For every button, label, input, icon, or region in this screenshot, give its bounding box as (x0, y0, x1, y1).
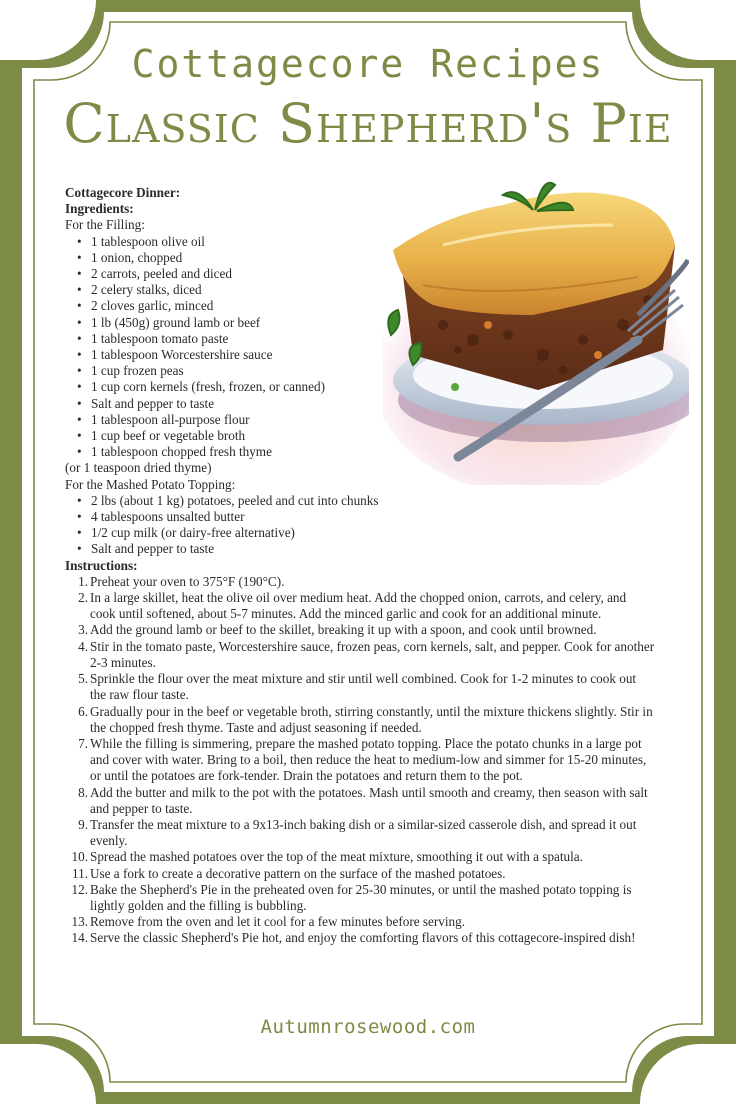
instruction-step: 6. Gradually pour in the beef or vegetable broth, stirring constantly, until the mixture thickens slightly. Stir in the chopped fresh thyme. Taste and adjust seasoning if needed. (78, 703, 653, 735)
list-item: • 1 tablespoon all-purpose flour (77, 412, 655, 428)
list-item: • Salt and pepper to taste (77, 396, 655, 412)
list-item: • 4 tablespoons unsalted butter (77, 509, 655, 525)
instruction-step: 4. Stir in the tomato paste, Worcestershire sauce, frozen peas, corn kernels, salt, and pepper. Cook for another 2-3 minutes. (78, 638, 655, 670)
instruction-step: 11. Use a fork to create a decorative pattern on the surface of the mashed potatoes. (72, 865, 506, 881)
instructions-heading: Instructions: (65, 557, 138, 573)
list-item: • 1 onion, chopped (77, 250, 655, 266)
list-item: • 1 tablespoon olive oil (77, 234, 655, 250)
recipe-content (65, 185, 655, 947)
list-item: • 1 cup frozen peas (77, 363, 655, 379)
list-item: • 1 tablespoon Worcestershire sauce (77, 347, 655, 363)
ingredients-heading: Ingredients: (65, 201, 134, 217)
list-item: • 1 tablespoon tomato paste (77, 331, 655, 347)
filling-heading: For the Filling: (65, 217, 145, 233)
instruction-step: 7. While the filling is simmering, prepare the mashed potato topping. Place the potato chunks in a large pot and cover with water. Bring to a boil, then reduce the heat to medium-low and simmer for 15-20 minutes, or until the potatoes are fork-tender. Drain the potatoes and return them to the pot. (78, 735, 647, 784)
instruction-step: 10. Spread the mashed potatoes over the top of the meat mixture, smoothing it out with a spatula. (71, 849, 583, 865)
topping-heading: For the Mashed Potato Topping: (65, 476, 236, 492)
list-item: • 2 lbs (about 1 kg) potatoes, peeled and cut into chunks (77, 493, 655, 509)
instruction-step: 13. Remove from the oven and let it cool for a few minutes before serving. (71, 914, 465, 930)
instruction-step: 5. Sprinkle the flour over the meat mixture and stir until well combined. Cook for 1-2 minutes to cook out the raw flour taste. (78, 671, 637, 703)
list-item: • 1 tablespoon chopped fresh thyme (77, 444, 655, 460)
instruction-step: 8. Add the butter and milk to the pot with the potatoes. Mash until smooth and creamy, then season with salt and pepper to taste. (78, 784, 648, 816)
list-item: • 1 lb (450g) ground lamb or beef (77, 315, 655, 331)
filling-note: (or 1 teaspoon dried thyme) (65, 460, 212, 476)
page-subtitle: Cottagecore Recipes (131, 42, 605, 86)
website-link[interactable]: Autumnrosewood.com (260, 1016, 476, 1038)
list-item: • 1 cup corn kernels (fresh, frozen, or canned) (77, 379, 655, 395)
list-item: • 1 cup beef or vegetable broth (77, 428, 655, 444)
topping-list (65, 493, 655, 558)
page-title: Classic Shepherd's Pie (63, 92, 673, 155)
list-item: • 1/2 cup milk (or dairy-free alternative) (77, 525, 655, 541)
list-item: • 2 celery stalks, diced (77, 282, 655, 298)
instruction-step: 14. Serve the classic Shepherd's Pie hot, and enjoy the comforting flavors of this cottagecore-inspired dish! (71, 930, 636, 946)
instruction-step: 3. Add the ground lamb or beef to the skillet, breaking it up with a spoon, and cook until browned. (78, 622, 597, 638)
instructions-list (65, 574, 655, 947)
list-item: • 2 cloves garlic, minced (77, 298, 655, 314)
instruction-step: 2. In a large skillet, heat the olive oil over medium heat. Add the chopped onion, carrots, and celery, and cook until softened, about 5-7 minutes. Add the minced garlic and cook for an additional minute. (78, 590, 627, 622)
recipe-category: Cottagecore Dinner: (65, 185, 181, 200)
list-item: • 2 carrots, peeled and diced (77, 266, 655, 282)
instruction-step: 1. Preheat your oven to 375°F (190°C). (78, 573, 285, 589)
filling-list (65, 234, 655, 461)
instruction-step: 12. Bake the Shepherd's Pie in the preheated oven for 25-30 minutes, or until the mashed potato topping is lightly golden and the filling is bubbling. (71, 881, 632, 913)
instruction-step: 9. Transfer the meat mixture to a 9x13-inch baking dish or a similar-sized casserole dish, and spread it out evenly. (78, 816, 637, 849)
list-item: • Salt and pepper to taste (77, 541, 655, 557)
